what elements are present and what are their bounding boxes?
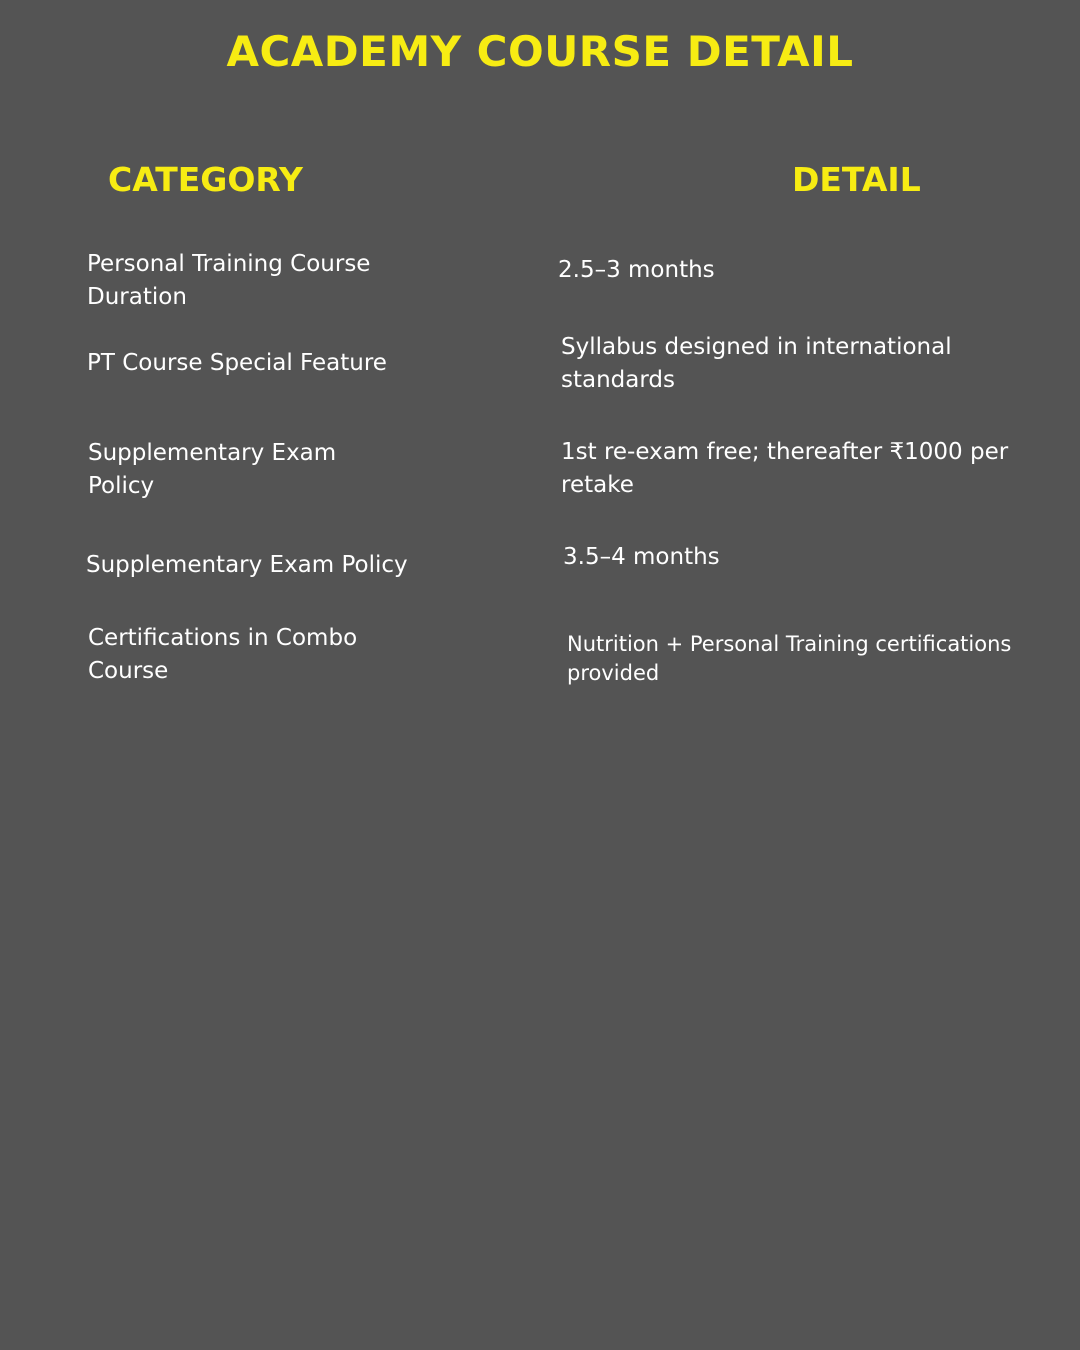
detail-cell: Nutrition + Personal Training certifications provided bbox=[567, 632, 1012, 685]
detail-cell: Syllabus designed in international standards bbox=[561, 334, 952, 393]
page-title: ACADEMY COURSE DETAIL bbox=[226, 27, 854, 76]
detail-cell: 2.5–3 months bbox=[558, 257, 715, 283]
detail-column-header: DETAIL bbox=[792, 160, 921, 199]
category-cell: Supplementary Exam Policy bbox=[86, 552, 408, 578]
category-cell: Personal Training Course Duration bbox=[87, 251, 371, 310]
category-cell: PT Course Special Feature bbox=[87, 350, 387, 376]
category-cell: Supplementary Exam Policy bbox=[88, 440, 337, 499]
category-cell: Certifications in Combo Course bbox=[88, 625, 358, 684]
category-column-header: CATEGORY bbox=[108, 160, 303, 199]
detail-cell: 3.5–4 months bbox=[563, 544, 720, 570]
detail-cell: 1st re-exam free; thereafter ₹1000 per retake bbox=[561, 439, 1009, 498]
